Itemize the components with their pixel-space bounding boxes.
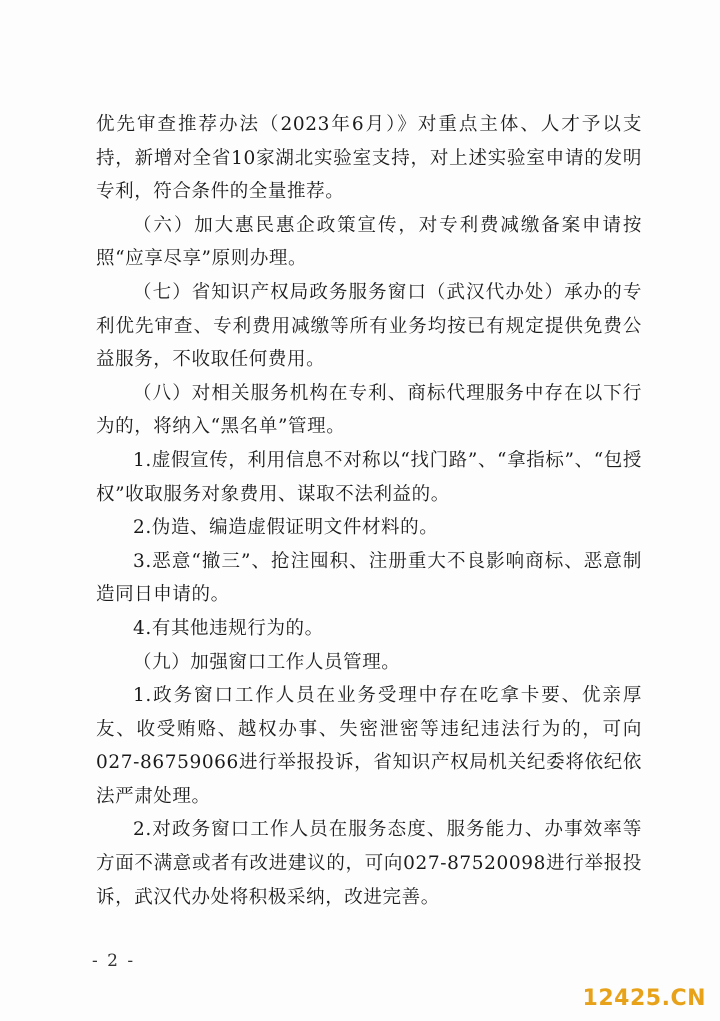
paragraph-2: （六）加大惠民惠企政策宣传，对专利费减缴备案申请按照“应享尽享”原则办理。 [96,214,642,270]
site-watermark [583,986,706,1011]
watermark-dot: . [661,986,671,1011]
paragraph-6: 2.伪造、编造虚假证明文件材料的。 [133,517,439,539]
paragraph-8: 4.有其他违规行为的。 [133,617,324,639]
paragraph-1: 优先审查推荐办法（2023年6月）》对重点主体、人才予以支持，新增对全省10家湖北实验室支持，对上述实验室申请的发明专利，符合条件的全量推荐。 [96,114,642,203]
paragraph-3: （七）省知识产权局政务服务窗口（武汉代办处）承办的专利优先审查、专利费用减缴等所有业务均按已有规定提供免费公益服务，不收取任何费用。 [96,281,642,371]
watermark-suffix: CN [670,986,706,1011]
paragraph-11: 2.对政务窗口工作人员在服务态度、服务能力、办事效率等方面不满意或者有改进建议的，可向027-87520098进行举报投诉，武汉代办处将积极采纳，改进完善。 [96,819,642,908]
paragraph-5: 1.虚假宣传，利用信息不对称以“找门路”、“拿指标”、“包授权”收取服务对象费用、谋取不法利益的。 [96,449,642,505]
paragraph-9: （九）加强窗口工作人员管理。 [133,651,401,673]
watermark-number: 12425 [582,986,662,1011]
paragraph-4: （八）对相关服务机构在专利、商标代理服务中存在以下行为的，将纳入“黑名单”管理。 [96,382,642,438]
paragraph-7: 3.恶意“撤三”、抢注囤积、注册重大不良影响商标、恶意制造同日申请的。 [96,550,642,606]
page-number: - 2 - [92,951,136,971]
document-body [96,108,642,914]
paragraph-10: 1.政务窗口工作人员在业务受理中存在吃拿卡要、优亲厚友、收受贿赂、越权办事、失密泄密等违纪违法行为的，可向027-86759066进行举报投诉，省知识产权局机关纪委将依纪依法严肃处理。 [96,685,642,807]
